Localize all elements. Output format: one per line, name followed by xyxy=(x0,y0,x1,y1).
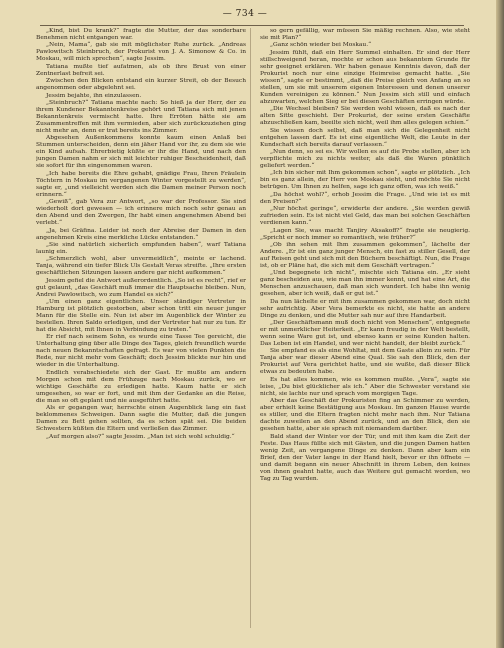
paragraph: „Ich habe bereits die Ehre gehabt, gnädige Frau, Ihren Fräulein Töchtern in Moskau im vergangenen Winter vorgestellt zu werden“, sagte er, „und vielleicht werden sich die Damen meiner Person noch erinnern.“ xyxy=(36,170,246,198)
paragraph: Da nun lächelte er mit ihm zusammen gekommen war, doch nicht sehr aufrichtig. Aber Vera bemerkte es nicht, sie hatte an andere Dinge zu denken, und die Mutter sah nur auf ihre Handarbeit. xyxy=(260,298,470,319)
page-edge-shadow xyxy=(496,0,504,648)
paragraph: „Steinbruch?“ Tatiana machte nach: So hieß ja der Herr, der zu ihrem Kundener Bekanntenkreise gehört und Tatiana sich mit jenen Bekanntenkreis vermischt hatte. Ihre Erröten hätte sie am Zusammentreffen mit ihm vermieden, aber sich zurückzuziehen ging nicht mehr an, denn er trat bereits ins Zimmer. xyxy=(36,99,246,134)
paragraph: Jessim fühlt, daß ein Herr Summel einhalten. Er sind der Herr stillschweigend heran, mochte er schon aus bekanntem Grunde für sehr geeignet erklären. Wir haben genaue Kenntnis davon, daß der Prokurist noch nur eine einzige Heimreise gemacht hatte. „Sie wissen“, sagte er bestimmt, „daß die Preise gleich von Anfang an so stellen, um sie mit unserem eigenen Interessen und denen unserer Kunden vereinigen zu können.“ Nun Jessim sich still und einfach abzuwarten, welchen Sieg er bei diesen Geschäften erringen würde. xyxy=(260,49,470,105)
paragraph: „Die Wechsel bleiben? Sie werden wohl wissen, daß es nach der alten Sitte geschieht. Der Prokurist, der seine ersten Geschäfte abzuschließen kam, beeilte sich nicht, weil ihm alles gelegen schien.“ xyxy=(260,106,470,127)
paragraph: „Und begegnete ich nicht“, mischte sich Tatiana ein. „Er sieht ganz bescheiden aus, wie man ihn immer kennt, und hat eine Art, die Menschen anzuschauen, daß man sich wundert. Ich habe ihn wenig gesehen, aber ich weiß, daß er gut ist.“ xyxy=(260,270,470,298)
paragraph: Sie wissen doch selbst, daß man sich die Gelegenheit nicht entgehen lassen darf. Es ist eine eigentliche Welt, die Leute in der Kundschaft sich bereits darauf verlassen.“ xyxy=(260,127,470,148)
left-column xyxy=(36,28,246,628)
paragraph: Tatiana mußte tief aufatmen, als ob ihre Brust von einer Zentnerlast befreit sei. xyxy=(36,63,246,77)
page-header xyxy=(0,6,504,26)
column-divider xyxy=(250,28,251,628)
header-rule xyxy=(40,25,464,26)
paragraph: Endlich verabschiedete sich der Gast. Er mußte am andern Morgen schon mit dem Frühzuge nach Moskau zurück, wo er wichtige Geschäfte zu erledigen hatte. Kaum hatte er sich umgesehen, so war er fort, und mit ihm der Gedanke an die Reise, die man so oft geplant und nie ausgeführt hatte. xyxy=(36,369,246,404)
paragraph: „Nur höchst geringe“, erwiderte der andere. „Sie werden gewiß zufrieden sein. Es ist nicht viel Geld, das man bei solchen Geschäften verdienen kann.“ xyxy=(260,206,470,227)
paragraph: Jessim bejahte, ihn einzulassen. xyxy=(46,92,142,99)
paragraph: Als er gegangen war, herrschte einen Augenblick lang ein fast beklommenes Schweigen. Dann sagte die Mutter, daß die jungen Damen zu Bett gehen sollten, da es schon spät sei. Die beiden Schwestern küßten die Eltern und verließen das Zimmer. xyxy=(36,405,246,433)
page-number: — 734 — xyxy=(222,9,268,19)
paragraph: Jessim gefiel die Antwort außerordentlich. „So ist es recht“, rief er gut gelaunt, „das Geschäft muß immer die Hauptsache bleiben. Nun, Andrei Pawlowitsch, wo zum Handel es sich?“ xyxy=(36,277,246,298)
paragraph: „Schmerzlich wohl, aber unvermeidlich“, meinte er lachend. Tanja, während ein tiefer Blick Uls Gestalt Veras streifte. „Ihre ersten geschäftlichen Sitzungen lassen andere gar nicht aufkommen.“ xyxy=(36,256,246,277)
paragraph: „Auf morgen also?“ sagte Jessim. „Man ist sich wohl schuldig.“ xyxy=(46,433,235,440)
paragraph: „Ich bin sicher mit Ihm gekommen schon“, sagte er plötzlich. „Ich bin es ganz allein, der Herr von Moskau sieht, und möchte Sie nicht betrügen. Um Ihnen zu helfen, sage ich ganz offen, was ich weiß.“ xyxy=(260,170,470,191)
paragraph: Bald stand der Winter vor der Tür, und mit ihm kam die Zeit der Feste. Das Haus füllte sich mit Gästen, und die jungen Damen hatten wenig Zeit, an vergangene Dinge zu denken. Dann aber kam ein Brief, den der Vater lange in der Hand hielt, bevor er ihn öffnete — und damit begann ein neuer Abschnitt in ihrem Leben, den keines von ihnen geahnt hatte, auch das Weitere gut gemacht worden, wo Tag zu Tag wurden. xyxy=(260,433,470,482)
paragraph: so gern gefällig, war müssen Sie mäßig rechnen. Also, wie steht sie mit Plan?“ xyxy=(260,28,470,41)
paragraph: Er rief nach seinem Sohn, es wurde eine Tasse Tee gereicht, die Unterhaltung ging über alle Dinge des Tages, gleich freundlich wurde nach neuen Bekanntschaften gefragt. Es war von vielen Punkten die Rede, nur nicht mehr vom Geschäft; doch Jessim blickte nur hin und wieder in die Unterhaltung. xyxy=(36,334,246,369)
paragraph: „Nein, Mama“, gab sie mit möglichster Ruhe zurück. „Andreas Pawlowitsch Steinbruch, der Prokurist von J. A. Simonow & Co. in Moskau, will mich sprechen“, sagte Jessim. xyxy=(36,42,246,63)
paragraph: Zwischen den Blicken entstand ein kurzer Streit, ob der Besuch angenommen oder abgelehnt sei. xyxy=(36,78,246,92)
paragraph: Aber das Geschäft der Prokuristen fing an Schimmer zu werden, aber erhielt keine Bestätigung aus Moskau. Im ganzen Hause wurde es stiller, und die Eltern fragten nicht mehr nach ihm. Nur Tatiana dachte zuweilen an den Abend zurück, und an den Blick, den sie gesehen hatte, aber sie sprach mit niemandem darüber. xyxy=(260,398,470,433)
paragraph: Sie empfand es als eine Wohltat, mit dem Gaste allein zu sein. Für Tanja aber war dieser Abend eine Qual. Sie sah den Blick, den der Prokurist auf Vera gerichtet hatte, und sie wußte, daß dieser Blick etwas zu bedeuten habe. xyxy=(260,348,470,376)
paragraph: „Ob ihn sehen mit Ihm zusammen gekommen“, lächelte der Andere. „Er ist ein ganz junger Mensch, ein fast zu stiller Gesell, der auf Reisen geht und sich mit den Büchern beschäftigt. Nun, die Frage ist, ob er Pläne hat, die sich mit dem Geschäft vertragen.“ xyxy=(260,241,470,269)
paragraph: „Der Geschäftsmann muß doch nicht von Menschen“, entgegnete er mit unmerklicher Heiterkeit. „Er kann freudig in der Welt bestellt, wenn seine Ware gut ist, und ebenso kann er seine Kunden halten. Das Leben ist ein Handel, und wer nicht handelt, der bleibt zurück.“ xyxy=(260,320,470,348)
paragraph: „Um einen ganz eigentlichen. Unser ständiger Vertreter in Hamburg ist plötzlich gestorben, aber schon tritt ein neuer junger Mann für die Stelle ein. Nun ist aber im Augenblick der Winter zu bestellen. Ihren Saldo erledigen, und der Vertreter hat nur zu tun. Er hat die Absicht, mit Ihnen in Verbindung zu treten.“ xyxy=(36,299,246,334)
right-column xyxy=(260,28,470,628)
paragraph: „Lagen Sie, was macht Tanjiry Aksakoff?“ fragte sie neugierig. „Spricht er noch immer so romantisch, wie früher?“ xyxy=(260,227,470,241)
paragraph: „Ja, bei Gräfina. Leider ist noch der Abreise der Damen in den angenehmen Kreis eine merkliche Lücke entstanden.“ xyxy=(36,227,246,241)
paragraph: „Ganz schön wieder bei Moskau.“ xyxy=(270,42,372,49)
paragraph: Abgesehen Außenkommens konnte kaum einen Anlaß bei Stummen unterscheiden, denn ein jäher Hand vor ihr, zu dem sie wie ein Kind aufsah. Ehrerbietig küßte er ihr die Hand, und nach den jungen Damen nahm er sich mit leichter ruhiger Bescheidenheit, daß sie sofort für ihn eingenommen waren. xyxy=(36,135,246,170)
paragraph: „Nun denn, so sei es. Wir wollen es auf die Probe stellen, aber ich verpflichte mich zu nichts weiter, als daß die Waren pünktlich geliefert werden.“ xyxy=(260,148,470,169)
paragraph: „Gewiß“, gab Vera zur Antwort, „so war der Professor. Sie sind wiederholt dort gewesen — ich erinnere mich noch sehr genau an den Abend und den Zwergen, Ihr habt einen angenehmen Abend bei verlebt.“ xyxy=(36,199,246,227)
paragraph: Es hat alles kommen, wie es kommen mußte. „Vera“, sagte sie leise, „Du bist glücklicher als ich.“ Aber die Schwester verstand sie nicht, sie lachte nur und sprach vom morgigen Tage. xyxy=(260,376,470,397)
paragraph: „Da höchst wohl?“, erhob Jessim die Frage. „Und wie ist es mit den Preisen?“ xyxy=(260,191,470,205)
paragraph: „Sie sind natürlich sicherlich empfunden haben“, warf Tatiana launig ein. xyxy=(36,241,246,255)
paragraph: „Kind, bist Du krank?“ fragte die Mutter, der das sonderbare Benehmen nicht entgangen war. xyxy=(36,28,246,41)
